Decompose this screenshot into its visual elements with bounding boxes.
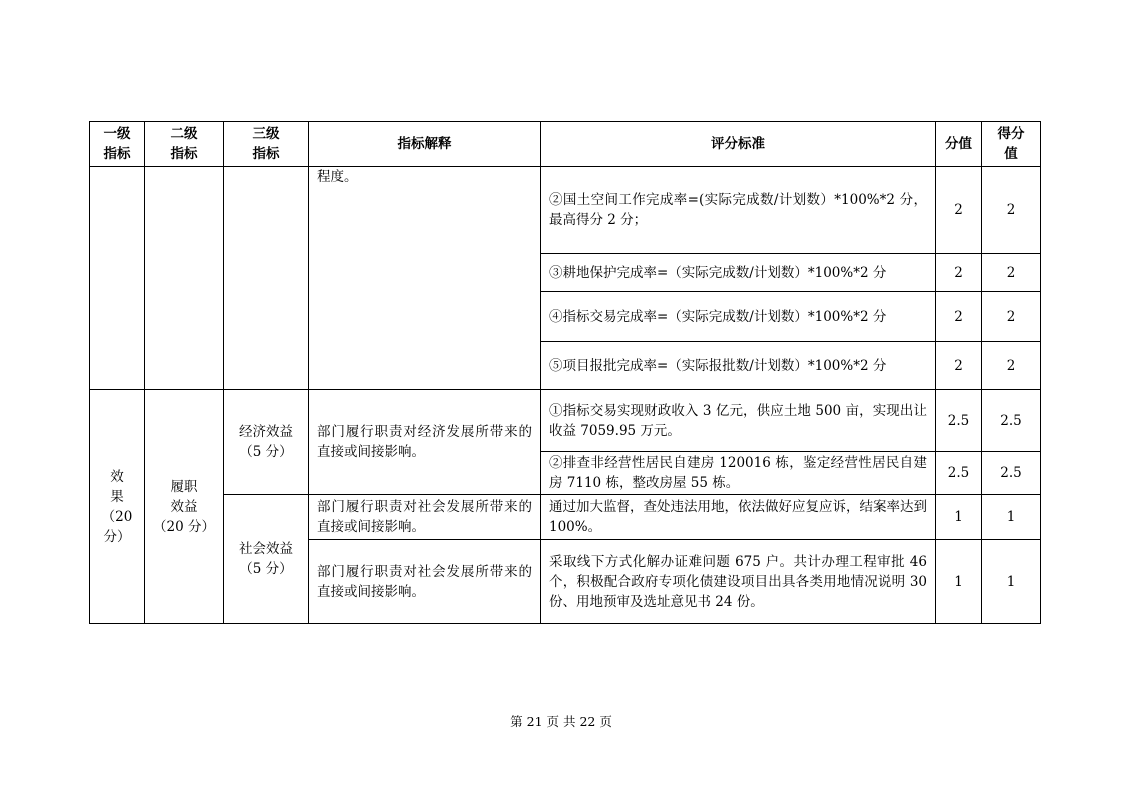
effect-level2-cell: 履职 效益 （20 分） [145, 390, 224, 624]
header-row [90, 122, 1041, 167]
header-score: 分值 [936, 122, 982, 167]
header-level2: 二级 指标 [145, 122, 224, 167]
social-level3-cell: 社会效益 （5 分） [224, 495, 309, 624]
score-cell: 2 [936, 342, 982, 390]
social-explain-cell: 部门履行职责对社会发展所带来的直接或间接影响。 [309, 495, 541, 540]
standard-cell: ②排查非经营性居民自建房 120016 栋，鉴定经营性居民自建房 7110 栋，整改房屋 55 栋。 [541, 452, 936, 495]
got-cell: 2 [982, 254, 1041, 292]
header-standard: 评分标准 [541, 122, 936, 167]
got-cell: 2.5 [982, 390, 1041, 452]
standard-cell: ②国土空间工作完成率=(实际完成数/计划数）*100%*2 分，最高得分 2 分； [541, 167, 936, 254]
got-cell: 2.5 [982, 452, 1041, 495]
econ-explain-cell: 部门履行职责对经济发展所带来的直接或间接影响。 [309, 390, 541, 495]
standard-cell: 通过加大监督，查处违法用地，依法做好应复应诉，结案率达到 100%。 [541, 495, 936, 540]
effect-level1-cell: 效 果 （20 分） [90, 390, 145, 624]
score-cell: 2.5 [936, 390, 982, 452]
standard-cell: ③耕地保护完成率=（实际完成数/计划数）*100%*2 分 [541, 254, 936, 292]
cont-level1-cell [90, 167, 145, 390]
header-explain: 指标解释 [309, 122, 541, 167]
header-got: 得分 值 [982, 122, 1041, 167]
econ-level3-cell: 经济效益 （5 分） [224, 390, 309, 495]
score-cell: 1 [936, 495, 982, 540]
social-explain-cell: 部门履行职责对社会发展所带来的直接或间接影响。 [309, 540, 541, 624]
page-footer: 第 21 页 共 22 页 [510, 714, 612, 729]
evaluation-table [89, 121, 1041, 624]
table-row [90, 390, 1041, 452]
table-row [90, 495, 1041, 540]
standard-cell: ④指标交易完成率=（实际完成数/计划数）*100%*2 分 [541, 292, 936, 342]
cont-explain-text: 程度。 [317, 169, 358, 185]
standard-cell: 采取线下方式化解办证难问题 675 户。共计办理工程审批 46 个，积极配合政府专项化债建设项目出具各类用地情况说明 30 份、用地预审及选址意见书 24 份。 [541, 540, 936, 624]
got-cell: 1 [982, 495, 1041, 540]
header-level1: 一级 指标 [90, 122, 145, 167]
score-cell: 2 [936, 292, 982, 342]
got-cell: 2 [982, 342, 1041, 390]
header-level3: 三级 指标 [224, 122, 309, 167]
got-cell: 2 [982, 167, 1041, 254]
table-row [90, 167, 1041, 254]
score-cell: 2 [936, 167, 982, 254]
got-cell: 2 [982, 292, 1041, 342]
score-cell: 2.5 [936, 452, 982, 495]
got-cell: 1 [982, 540, 1041, 624]
score-cell: 2 [936, 254, 982, 292]
cont-level3-cell [224, 167, 309, 390]
score-cell: 1 [936, 540, 982, 624]
cont-level2-cell [145, 167, 224, 390]
standard-cell: ①指标交易实现财政收入 3 亿元，供应土地 500 亩，实现出让收益 7059.95 万元。 [541, 390, 936, 452]
cont-explain-cell [309, 167, 541, 390]
standard-cell: ⑤项目报批完成率=（实际报批数/计划数）*100%*2 分 [541, 342, 936, 390]
